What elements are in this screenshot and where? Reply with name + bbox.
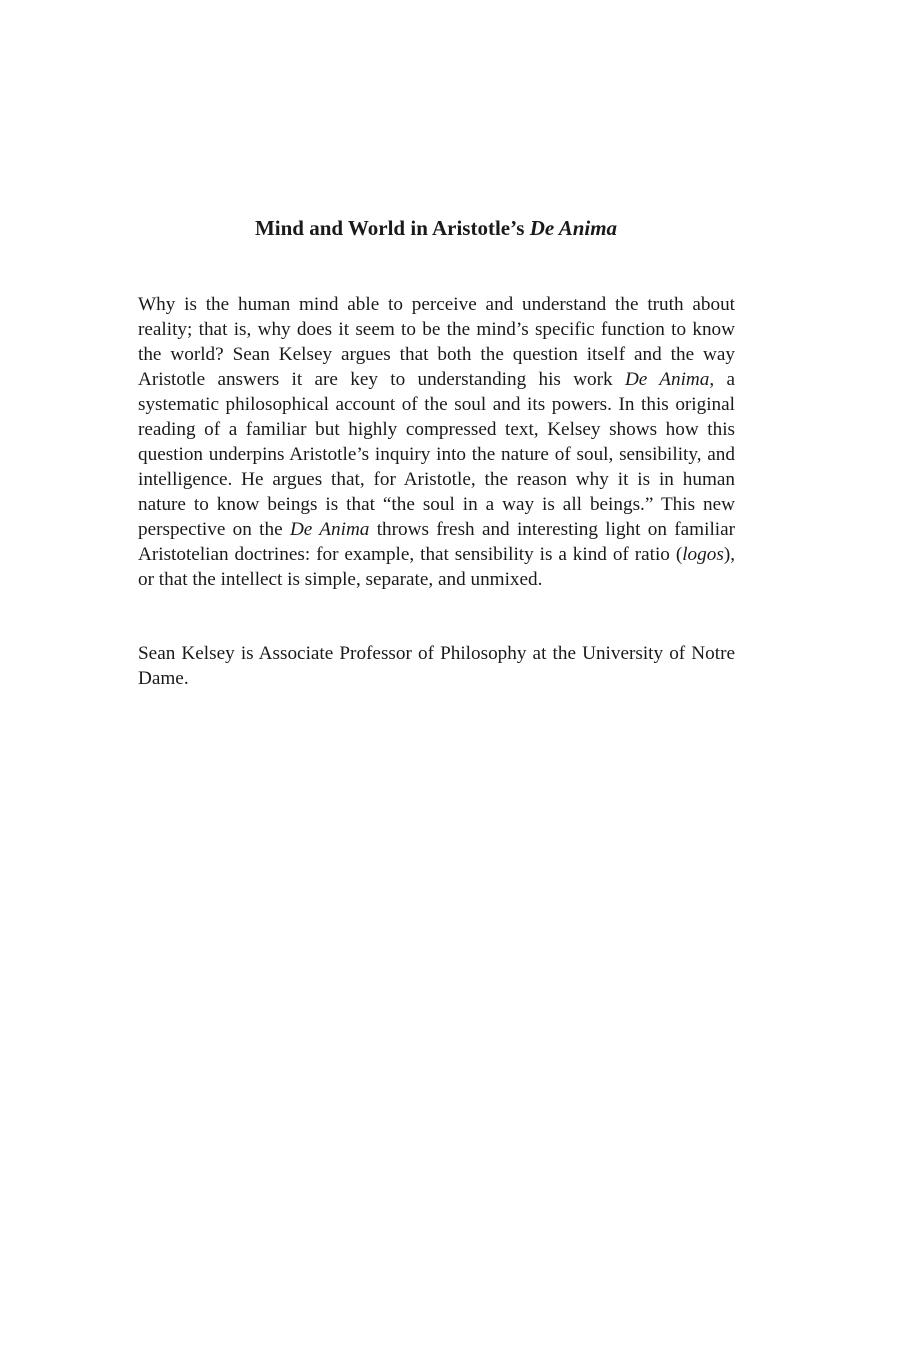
abstract-part3: throws fresh and interesting light on familiar Aristotelian doctrines: for example, that sensibility is a kind of ratio ( xyxy=(138,519,736,565)
abstract-part2: , a systematic philosophical account of the soul and its powers. In this original reading of a familiar but highly compressed text, Kelsey shows how this question underpins Aristotle’s inquiry into the nature of soul, sensibility, and intelligence. He argues that, for Aristotle, the reason why it is in human nature to know beings is that “the soul in a way is all beings.” This new perspective on the xyxy=(138,369,735,540)
abstract-italic1: De Anima xyxy=(624,369,710,390)
author-bio: Sean Kelsey is Associate Professor of Philosophy at the University of Notre Dame. xyxy=(138,643,735,689)
abstract-paragraph xyxy=(138,292,735,592)
title-main: Mind and World in Aristotle’s xyxy=(254,216,530,240)
abstract-part4: ), or that the intellect is simple, separate, and unmixed. xyxy=(138,544,735,590)
abstract-part1: Why is the human mind able to perceive and understand the truth about reality; that is, why does it seem to be the mind’s specific function to know the world? Sean Kelsey argues that both the question itself and the way Aristotle answers it are key to understanding his work xyxy=(138,294,735,390)
title-italic: De Anima xyxy=(529,216,618,240)
abstract-italic3: logos xyxy=(682,544,724,565)
abstract-italic2: De Anima xyxy=(289,519,370,540)
page-title xyxy=(0,213,872,243)
